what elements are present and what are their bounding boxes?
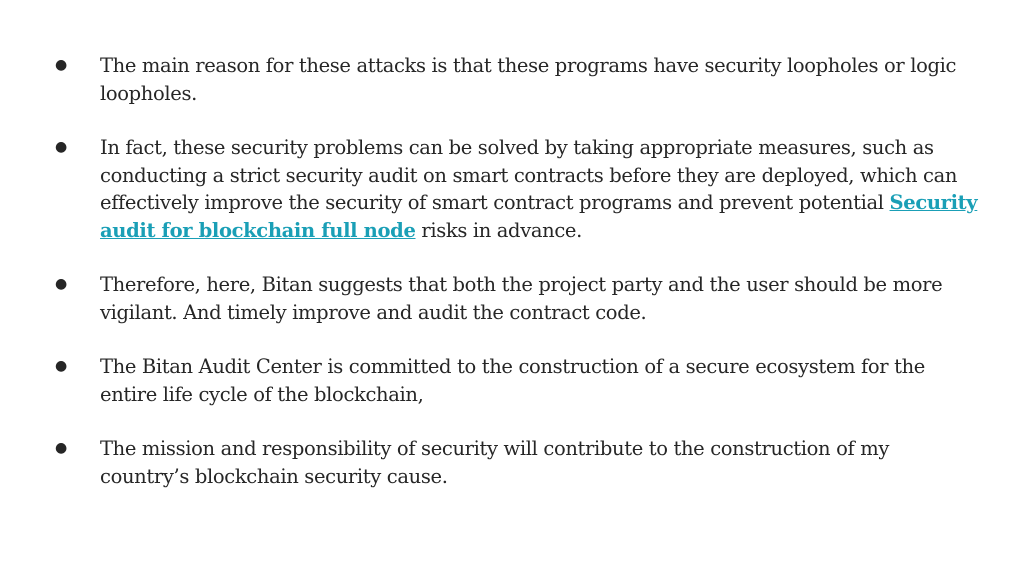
bullet-text: The main reason for these attacks is that these programs have security loopholes or logic loopholes. <box>100 54 957 105</box>
bullet-icon: ● <box>55 57 67 73</box>
bullet-text: The mission and responsibility of security will contribute to the construction of my country’s blockchain security cause. <box>100 437 890 488</box>
bullet-icon: ● <box>55 358 67 374</box>
bullet-icon: ● <box>55 139 67 155</box>
bullet-icon: ● <box>55 440 67 456</box>
bullet-item-suggestion <box>52 271 982 326</box>
bullet-text: Therefore, here, Bitan suggests that both the project party and the user should be more vigilant. And timely improve and audit the contract code. <box>100 273 943 324</box>
bullet-item-attack-reason <box>52 52 982 107</box>
bullet-item-mission <box>52 435 982 490</box>
bullet-text: The Bitan Audit Center is committed to the construction of a secure ecosystem for the entire life cycle of the blockchain, <box>100 355 925 406</box>
bullet-item-audit-center <box>52 353 982 408</box>
bullet-item-security-measures <box>52 134 982 244</box>
bullet-icon: ● <box>55 276 67 292</box>
bullet-list <box>52 52 982 517</box>
bullet-text-before-link: In fact, these security problems can be solved by taking appropriate measures, such as conducting a strict security audit on smart contracts before they are deployed, which can effectively improve the security of smart contract programs and prevent potential <box>100 136 958 214</box>
bullet-text-after-link: risks in advance. <box>415 218 582 242</box>
security-audit-link[interactable]: Security audit for blockchain full node <box>100 191 978 242</box>
